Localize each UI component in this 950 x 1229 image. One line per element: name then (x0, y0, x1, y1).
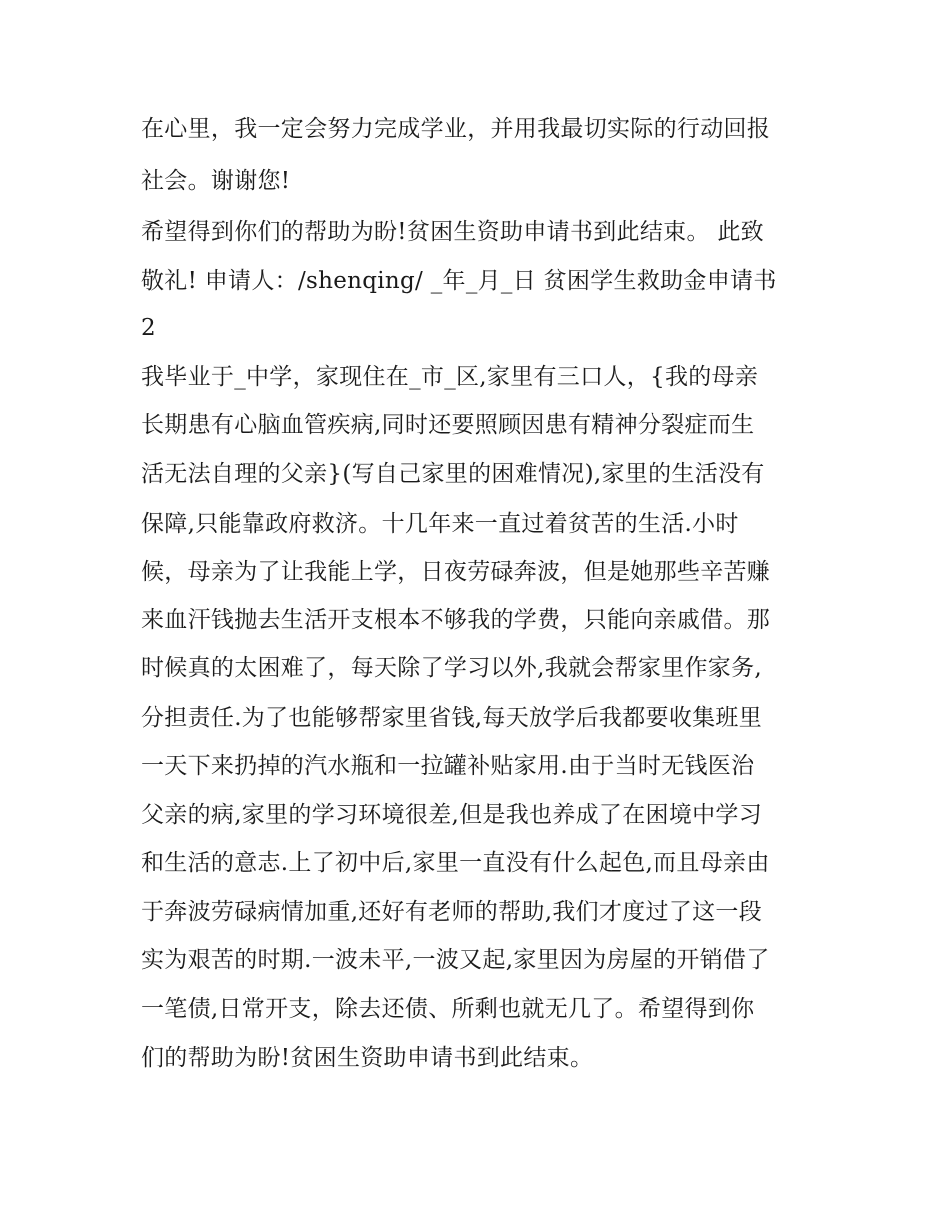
text-line: 长期患有心脑血管疾病,同时还要照顾因患有精神分裂症而生 (141, 412, 755, 438)
text-line: 一天下来扔掉的汽水瓶和一拉罐补贴家用.由于当时无钱医治 (141, 753, 755, 779)
text-line: 一笔债,日常开支，除去还债、所剩也就无几了。希望得到你 (141, 996, 755, 1022)
text-line: 在心里，我一定会努力完成学业，并用我最切实际的行动回报 (141, 116, 771, 142)
text-line: 希望得到你们的帮助为盼!贫困生资助申请书到此结束。 此致 (141, 219, 764, 245)
text-line: 候，母亲为了让我能上学，日夜劳碌奔波，但是她那些辛苦赚 (141, 559, 771, 585)
text-line: 于奔波劳碌病情加重,还好有老师的帮助,我们才度过了这一段 (141, 899, 763, 925)
text-line: 实为艰苦的时期.一波未平,一波又起,家里因为房屋的开销借了 (141, 947, 770, 973)
text-line: 我毕业于_中学，家现住在_市_区,家里有三口人，{我的母亲 (141, 364, 759, 390)
text-line: 和生活的意志.上了初中后,家里一直没有什么起色,而且母亲由 (141, 850, 770, 876)
text-line: 们的帮助为盼!贫困生资助申请书到此结束。 (141, 1045, 594, 1071)
text-line: 活无法自理的父亲}(写自己家里的困难情况),家里的生活没有 (141, 461, 765, 487)
text-line: 敬礼! 申请人：/shenqing/ _年_月_日 贫困学生救助金申请书 (141, 268, 777, 294)
text-line: 父亲的病,家里的学习环境很差,但是我也养成了在困境中学习 (141, 802, 763, 828)
text-line: 保障,只能靠政府救济。十几年来一直过着贫苦的生活.小时 (141, 511, 739, 537)
text-line: 2 (141, 315, 156, 341)
text-line: 社会。谢谢您! (141, 168, 291, 194)
text-line: 来血汗钱抛去生活开支根本不够我的学费，只能向亲戚借。那 (141, 607, 771, 633)
text-line: 时候真的太困难了，每天除了学习以外,我就会帮家里作家务, (141, 655, 763, 681)
text-line: 分担责任.为了也能够帮家里省钱,每天放学后我都要收集班里 (141, 705, 763, 731)
